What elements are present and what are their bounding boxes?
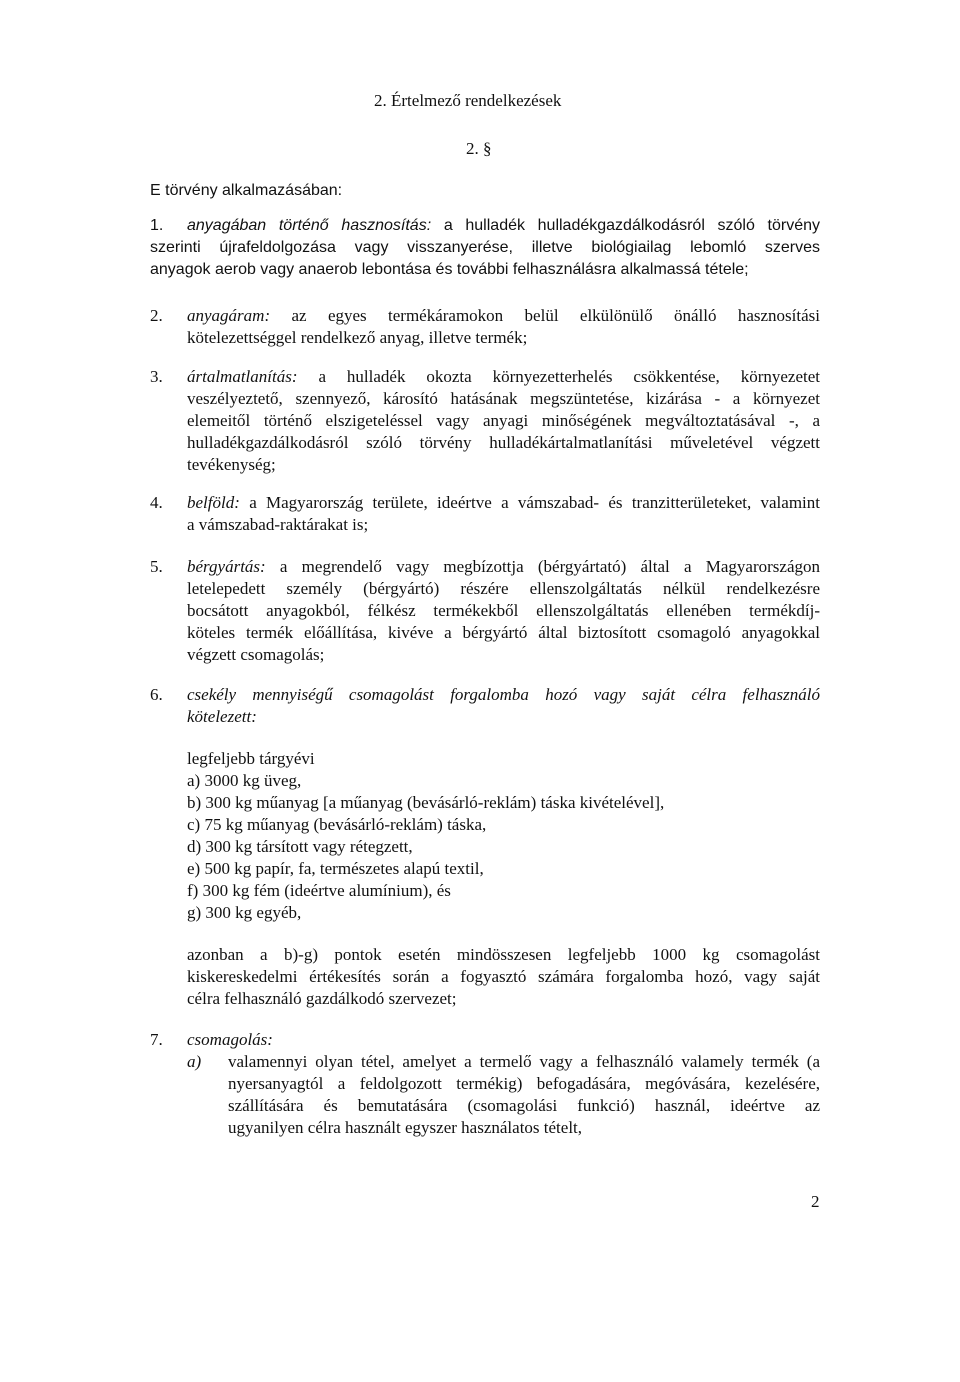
definition-line: bérgyártás: a megrendelő vagy megbízottja (bérgyártató) által a Magyarországon <box>187 557 820 576</box>
sub-point-letter: a) <box>187 1052 202 1071</box>
definition-number: 6. <box>150 685 163 704</box>
definition-term: ártalmatlanítás: <box>187 367 298 386</box>
definition-line: szerinti újrafeldolgozása vagy visszanyerése, illetve biológiailag lebomló szerves <box>150 239 820 256</box>
list-item: c) 75 kg műanyag (bevásárló-reklám) táska, <box>187 815 487 834</box>
list-item: e) 500 kg papír, fa, természetes alapú textil, <box>187 859 484 878</box>
definition-term: csomagolás: <box>187 1030 273 1049</box>
definition-line: kötelezettséggel rendelkező anyag, illetve termék; <box>187 328 528 347</box>
definition-line: elemeitől történő elszigeteléssel vagy anyagi minőségének megváltoztatásával -, a <box>187 411 820 430</box>
definition-line: azonban a b)-g) pontok esetén mindösszesen legfeljebb 1000 kg csomagolást <box>187 945 820 964</box>
definition-line: anyagában történő hasznosítás: a hulladék hulladékgazdálkodásról szóló törvény <box>187 217 821 234</box>
definition-term: bérgyártás: <box>187 557 266 576</box>
definition-term: anyagáram: <box>187 306 271 325</box>
definition-line: a vámszabad-raktárakat is; <box>187 515 369 534</box>
definition-line: veszélyeztető, szennyező, károsító hatásának megszüntetése, kizárása - a környezet <box>187 389 820 408</box>
definition-line: ugyanilyen célra használt egyszer használatos tételt, <box>228 1118 583 1137</box>
definition-line: köteles termék előállítása, kivéve a bérgyártó által biztosított csomagoló anyagokkal <box>187 623 820 642</box>
list-lead: legfeljebb tárgyévi <box>187 749 315 768</box>
definition-line: ártalmatlanítás: a hulladék okozta környezetterhelés csökkentése, környezetet <box>187 367 820 386</box>
list-item: g) 300 kg egyéb, <box>187 903 302 922</box>
definition-number: 2. <box>150 306 163 325</box>
definition-term: belföld: <box>187 493 240 512</box>
definition-number: 1. <box>150 217 164 234</box>
definition-line: szállítására és bemutatására (csomagolási funkció) használ, ideértve az <box>228 1096 820 1115</box>
section-number: 2. § <box>466 139 492 158</box>
definition-term: kötelezett: <box>187 707 257 726</box>
definition-line: célra felhasználó gazdálkodó szervezet; <box>187 989 457 1008</box>
definition-line: hulladékgazdálkodásról szóló törvény hulladékártalmatlanítási műveletével végzett <box>187 433 820 452</box>
definition-term: anyagában történő hasznosítás: <box>187 217 432 234</box>
definition-line: végzett csomagolás; <box>187 645 325 664</box>
list-item: a) 3000 kg üveg, <box>187 771 302 790</box>
definition-line: anyagok aerob vagy anaerob lebontása és további felhasználásra alkalmassá tétele; <box>150 261 749 278</box>
page-number: 2 <box>811 1192 820 1211</box>
chapter-title: 2. Értelmező rendelkezések <box>374 91 562 110</box>
list-item: b) 300 kg műanyag [a műanyag (bevásárló-reklám) táska kivételével], <box>187 793 665 812</box>
definition-term: csekély mennyiségű csomagolást forgalomba hozó vagy saját célra felhasználó <box>187 685 820 704</box>
definition-line: nyersanyagtól a feldolgozott termékig) befogadására, megóvására, kezelésére, <box>228 1074 820 1093</box>
definition-line: valamennyi olyan tétel, amelyet a termelő vagy a felhasználó valamely termék (a <box>228 1052 820 1071</box>
definition-line: bocsátott anyagokból, félkész termékekből ellenszolgáltatás ellenében termékdíj- <box>187 601 820 620</box>
definition-line: belföld: a Magyarország területe, ideértve a vámszabad- és tranzitterületeket, valamint <box>187 493 820 512</box>
definition-number: 3. <box>150 367 163 386</box>
intro-text: E törvény alkalmazásában: <box>150 182 343 199</box>
definition-line: letelepedett személy (bérgyártó) részére ellenszolgáltatás nélkül rendelkezésre <box>187 579 820 598</box>
list-item: d) 300 kg társított vagy rétegzett, <box>187 837 413 856</box>
definition-line: tevékenység; <box>187 455 276 474</box>
definition-number: 4. <box>150 493 163 512</box>
definition-line: anyagáram: az egyes termékáramokon belül elkülönülő önálló hasznosítási <box>187 306 821 325</box>
list-item: f) 300 kg fém (ideértve alumínium), és <box>187 881 451 900</box>
definition-number: 7. <box>150 1030 163 1049</box>
definition-line: kiskereskedelmi értékesítés során a fogyasztó számára forgalomba hozó, vagy saját <box>187 967 820 986</box>
definition-number: 5. <box>150 557 163 576</box>
